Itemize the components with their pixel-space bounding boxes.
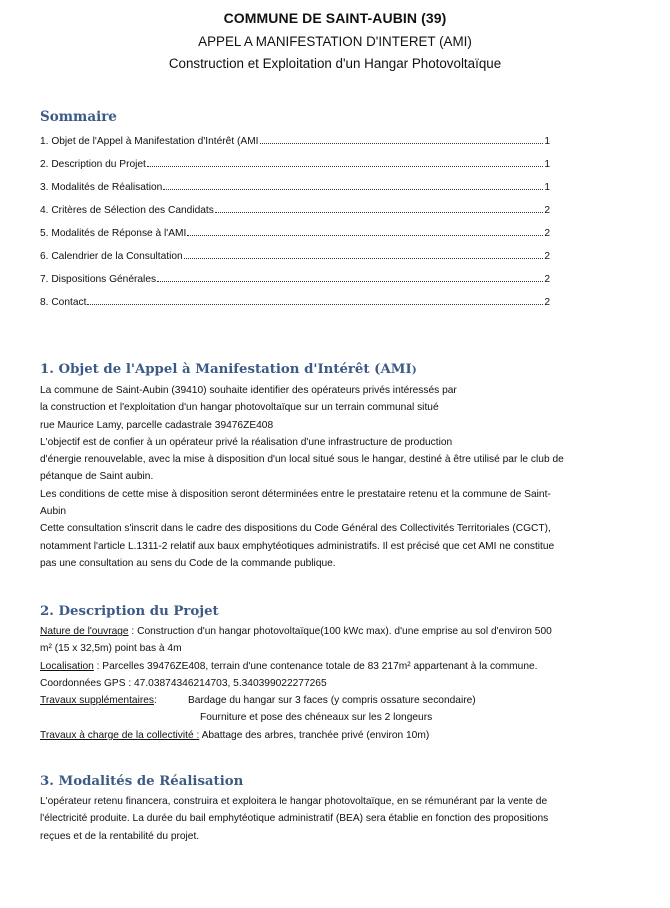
localisation-line: [40, 658, 636, 675]
commune-title: COMMUNE DE SAINT-AUBIN (39): [223, 10, 447, 26]
document-header: [0, 0, 670, 75]
paragraph-line: L'opérateur retenu financera, construira et exploitera le hangar photovoltaïque, en se rémunérant par la vente de: [40, 796, 548, 807]
paragraph-line: Aubin: [40, 506, 67, 518]
toc-entry-label: 6. Calendrier de la Consultation: [40, 251, 183, 262]
travaux-label: Travaux supplémentaires: [40, 695, 155, 707]
toc-entry[interactable]: [40, 294, 550, 317]
section-1-heading-text: 1. Objet de l'Appel à Manifestation d'Intérêt (AMI: [40, 362, 412, 377]
toc-entry-label: 8. Contact: [40, 297, 87, 308]
charge-text: Abattage des arbres, tranchée privé (environ 10m): [199, 729, 430, 741]
toc-leader-dots: [184, 248, 544, 259]
gps-line: Coordonnées GPS : 47.03874346214703, 5.340399022277265: [40, 677, 327, 689]
nature-label: Nature de l'ouvrage: [40, 626, 129, 637]
section-3: [40, 773, 636, 845]
section-1: [40, 361, 636, 572]
paragraph-line: pétanque de Saint aubin.: [40, 471, 154, 483]
nature-text: : Construction d'un hangar photovoltaïque(100 kWc max). d'une emprise au sol d'environ 500: [128, 626, 552, 637]
toc-entry-label: 1. Objet de l'Appel à Manifestation d'Intérêt (AMI: [40, 136, 259, 147]
toc-entry-page: 2: [544, 251, 550, 262]
nature-line-2: m² (15 x 32,5m) point bas à 4m: [40, 643, 182, 655]
toc-leader-dots: [147, 156, 543, 167]
section-2-heading: 2. Description du Projet: [40, 604, 219, 619]
nature-line: [40, 623, 636, 640]
toc-entry-label: 4. Critères de Sélection des Candidats: [40, 205, 214, 216]
section-3-heading: 3. Modalités de Réalisation: [40, 774, 244, 789]
paragraph-line: Les conditions de cette mise à disposition seront déterminées entre le prestataire retenu et la commune de Saint-: [40, 488, 551, 500]
project-subject: Construction et Exploitation d'un Hangar Photovoltaïque: [168, 56, 502, 71]
toc-leader-dots: [215, 202, 543, 213]
section-2-body: [40, 623, 636, 744]
paragraph-line: pas une consultation au sens du Code de la commande publique.: [40, 557, 336, 569]
section-1-heading-suffix: ): [411, 364, 417, 376]
toc-entry[interactable]: [40, 179, 550, 202]
toc-entry[interactable]: [40, 271, 550, 294]
sommaire-heading: Sommaire: [40, 109, 117, 125]
toc-entry-label: 5. Modalités de Réponse à l'AMI: [40, 228, 187, 239]
toc-leader-dots: [187, 225, 543, 236]
section-2: [40, 603, 636, 744]
section-1-heading: [40, 361, 636, 379]
section-1-body: [40, 382, 636, 572]
paragraph-line: Cette consultation s'inscrit dans le cadre des dispositions du Code Général des Collectivités Territoriales (CGCT),: [40, 523, 551, 535]
toc-entry[interactable]: [40, 202, 550, 225]
toc-entry-page: 1: [544, 136, 550, 147]
paragraph-line: La commune de Saint-Aubin (39410) souhaite identifier des opérateurs privés intéressés par: [40, 385, 457, 396]
paragraph-line: L'objectif est de confier à un opérateur privé la réalisation d'une infrastructure de production: [40, 436, 453, 448]
toc-entry-page: 2: [544, 205, 550, 216]
toc-entry-label: 3. Modalités de Réalisation: [40, 182, 163, 193]
toc-entry-label: 7. Dispositions Générales: [40, 274, 157, 285]
toc-entry-page: 2: [544, 274, 550, 285]
toc-leader-dots: [260, 133, 544, 144]
toc-leader-dots: [157, 271, 543, 282]
toc-entry[interactable]: [40, 156, 550, 179]
paragraph-line: l'électricité produite. La durée du bail emphytéotique administratif (BEA) sera établie en fonction des propositions: [40, 813, 549, 825]
toc-entry[interactable]: [40, 133, 550, 156]
paragraph-line: la construction et l'exploitation d'un hangar photovoltaïque sur un terrain communal situé: [40, 402, 439, 414]
localisation-label: Localisation: [40, 660, 94, 672]
ami-title: APPEL A MANIFESTATION D'INTERET (AMI): [198, 34, 472, 49]
paragraph-line: notamment l'article L.1311-2 relatif aux baux emphytéotiques administratifs. Il est précisé que cet AMI ne constitue: [40, 540, 555, 552]
table-of-contents: [40, 133, 550, 317]
toc-entry-page: 2: [544, 297, 550, 308]
travaux-item-2: Fourniture et pose des chéneaux sur les 2 longeurs: [200, 712, 433, 724]
travaux-line: [40, 692, 636, 709]
toc-leader-dots: [87, 294, 543, 305]
localisation-text: : Parcelles 39476ZE408, terrain d'une contenance totale de 83 217m² appartenant à la commune.: [93, 660, 538, 672]
travaux-sep: :: [154, 695, 157, 707]
section-3-body: [40, 793, 636, 845]
toc-entry-page: 1: [544, 182, 550, 193]
paragraph-line: rue Maurice Lamy, parcelle cadastrale 39476ZE408: [40, 419, 274, 431]
charge-label: Travaux à charge de la collectivité :: [40, 729, 200, 741]
paragraph-line: d'énergie renouvelable, avec la mise à disposition d'un local situé sous le hangar, destiné à être utilisé par le club de: [40, 454, 564, 466]
toc-entry[interactable]: [40, 248, 550, 271]
toc-entry-page: 2: [544, 228, 550, 239]
paragraph-line: reçues et de la rentabilité du projet.: [40, 830, 200, 842]
charge-line: [40, 727, 636, 744]
toc-entry-label: 2. Description du Projet: [40, 159, 146, 170]
travaux-item-1: Bardage du hangar sur 3 faces (y compris ossature secondaire): [188, 695, 476, 707]
toc-leader-dots: [163, 179, 543, 190]
toc-entry-page: 1: [544, 159, 550, 170]
toc-entry[interactable]: [40, 225, 550, 248]
